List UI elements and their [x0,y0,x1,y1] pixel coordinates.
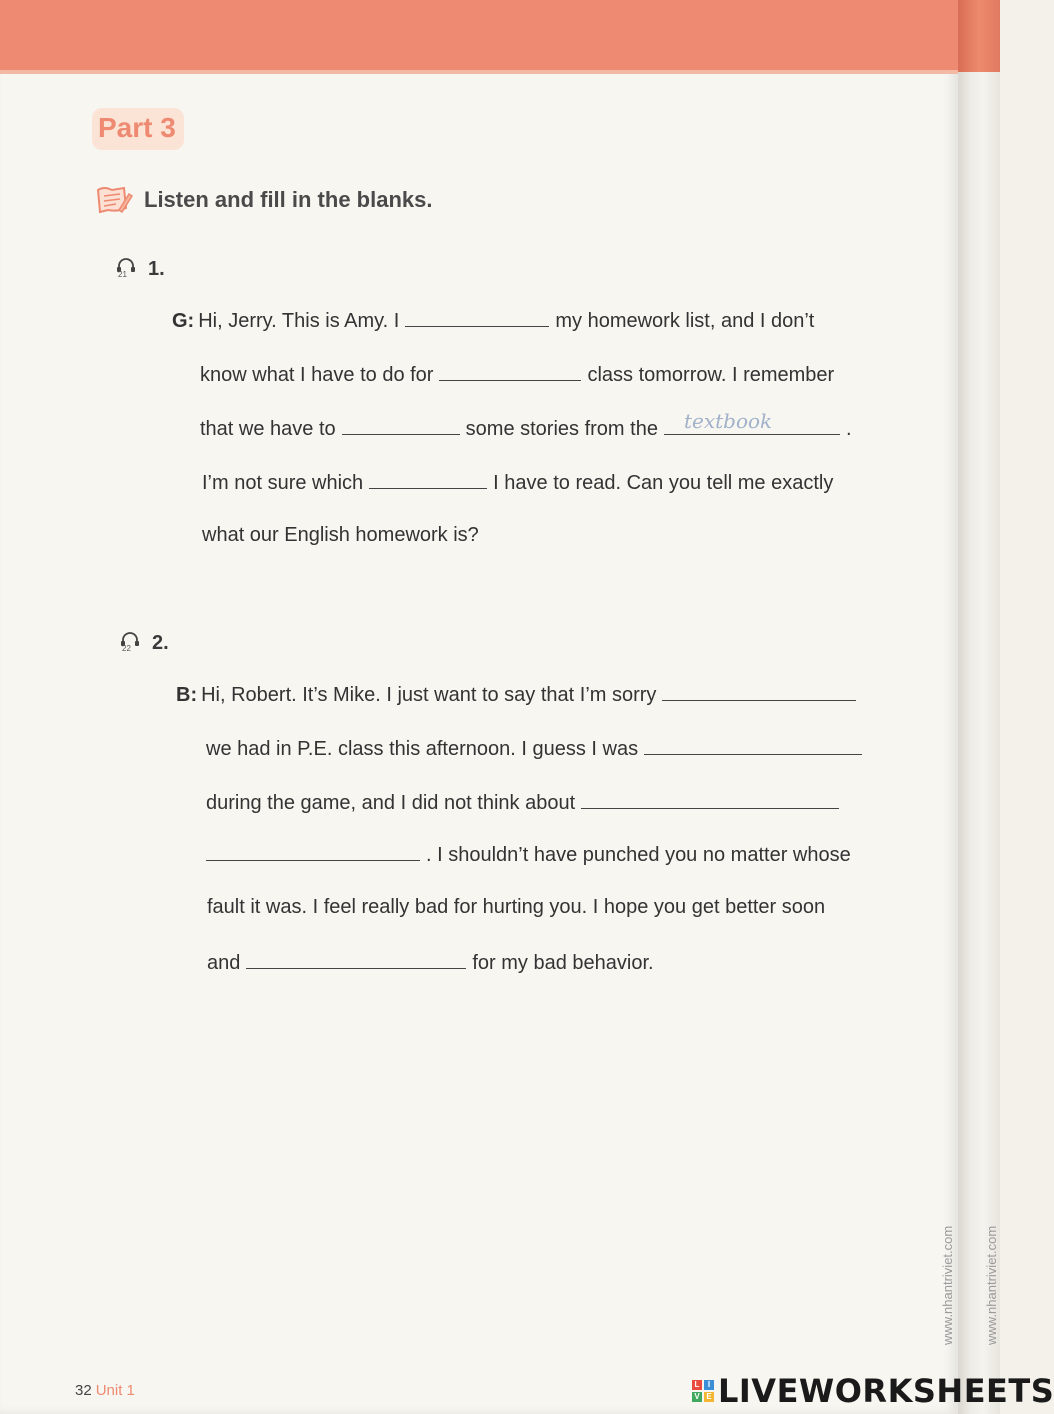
dialog-text: during the game, and I did not think about [206,792,576,814]
dialog-text: know what I have to do for [200,364,434,386]
instruction-text: Listen and fill in the blanks. [144,187,433,212]
speaker-label: B: [176,684,198,706]
liveworksheets-logo [692,1372,1054,1410]
blank-input[interactable] [662,682,856,701]
dialog-text: that we have to [200,418,336,440]
watermark-text: www.nhantriviet.com [940,1225,955,1345]
question-number: 2. [152,631,169,654]
dialog-text: some stories from the [465,418,658,440]
logo-cell: E [704,1392,714,1402]
question-1-number-row [116,256,165,282]
blank-input[interactable] [581,790,839,809]
dialog-text: Hi, Robert. It’s Mike. I just want to say that I’m sorry [201,684,657,706]
dialog-text: . I shouldn’t have punched you no matter whose [426,844,851,866]
handwritten-answer: textbook [683,409,773,433]
logo-cell: L [692,1380,702,1390]
track-number: 21 [118,270,127,279]
headphones-icon [120,630,142,656]
dialog-text: and [207,952,241,974]
dialog-text: what our English homework is? [202,524,479,546]
dialog-text: . [845,418,852,440]
track-number: 22 [122,644,131,653]
page-spine [958,0,1000,1414]
dialog-text: class tomorrow. I remember [587,364,835,386]
page-footer [75,1382,135,1399]
blank-input[interactable] [439,362,581,381]
blank-input[interactable] [405,308,549,327]
question-2-number-row [120,630,169,656]
dialog-text: I have to read. Can you tell me exactly [493,472,834,494]
dialog-text: I’m not sure which [202,472,364,494]
spine-banner [958,0,1000,72]
blank-input[interactable] [644,736,862,755]
brand-name: LIVEWORKSHEETS [718,1372,1054,1410]
blank-input[interactable] [369,470,487,489]
blank-input[interactable] [342,416,460,435]
page-number: 32 [75,1382,92,1399]
part-title: Part 3 [92,108,184,150]
dialog-text: fault it was. I feel really bad for hurting you. I hope you get better soon [207,896,826,918]
logo-grid-icon [692,1380,714,1402]
unit-label: Unit 1 [95,1382,135,1399]
dialog-text: Hi, Jerry. This is Amy. I [198,310,400,332]
instruction-row [94,182,432,218]
blank-input[interactable] [246,950,466,969]
dialog-text: we had in P.E. class this afternoon. I guess I was [206,738,639,760]
blank-input[interactable] [206,842,420,861]
headphones-icon [116,256,138,282]
dialog-text: my homework list, and I don’t [555,310,815,332]
blank-input[interactable] [664,409,840,435]
dialog-text: for my bad behavior. [472,952,654,974]
speaker-label: G: [172,310,195,332]
header-banner [0,0,958,74]
logo-cell: V [692,1392,702,1402]
logo-cell: I [704,1380,714,1390]
pencil-paper-icon [94,182,134,218]
question-number: 1. [148,257,165,280]
watermark-text-spine: www.nhantriviet.com [984,1225,999,1345]
